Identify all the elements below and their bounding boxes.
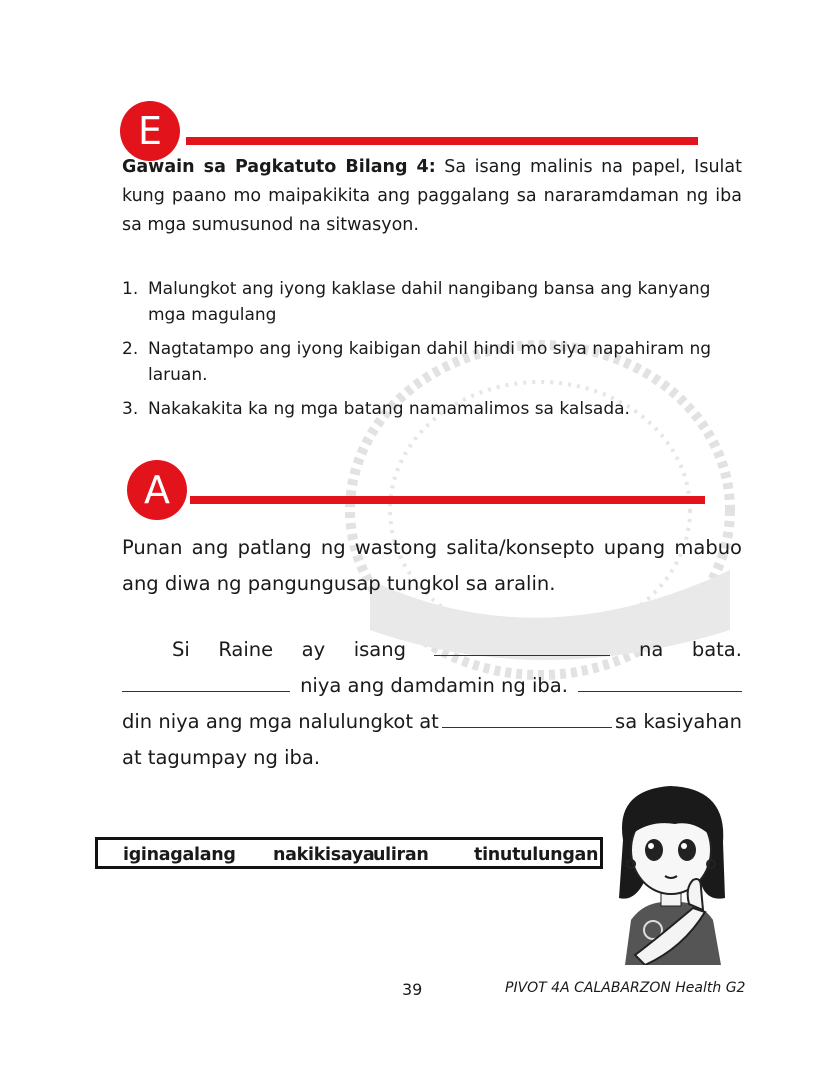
story-text: din niya ang mga nalulungkot at xyxy=(122,710,439,733)
story-word: ay xyxy=(301,638,326,661)
list-item-text: Nakakakita ka ng mga batang namamalimos sa kalsada. xyxy=(148,399,630,419)
footer-reference: PIVOT 4A CALABARZON Health G2 xyxy=(505,980,746,996)
list-item-number: 2. xyxy=(122,339,139,359)
story-text: niya ang damdamin ng iba. xyxy=(300,674,568,697)
word-bank-item: uliran xyxy=(373,845,429,865)
list-item xyxy=(122,276,744,328)
fill-in-instruction: Punan ang patlang ng wastong salita/konsepto upang mabuo ang diwa ng pangungusap tungkol sa aralin. xyxy=(122,536,742,595)
word-bank-item: iginagalang xyxy=(123,845,236,865)
story-word: isang xyxy=(353,638,406,661)
section-e-badge xyxy=(120,101,180,161)
fill-in-story xyxy=(122,632,742,776)
answer-blank-1[interactable] xyxy=(434,637,610,656)
list-item-text: Malungkot ang iyong kaklase dahil nangibang bansa ang kanyang mga magulang xyxy=(148,279,711,325)
task-instruction-text: Sa isang malinis na papel, Isulat kung paano mo maipakikita ang paggalang sa nararamdaman ng iba sa mga sumusunod na sitwasyon. xyxy=(122,157,742,235)
list-item-number: 1. xyxy=(122,279,139,299)
answer-blank-2[interactable] xyxy=(122,673,290,692)
list-item-text: Nagtatampo ang iyong kaibigan dahil hindi mo siya napahiram ng laruan. xyxy=(148,339,712,385)
list-item xyxy=(122,396,744,422)
story-text: sa kasiyahan xyxy=(615,710,742,733)
story-line-3 xyxy=(122,704,742,740)
list-item-number: 3. xyxy=(122,399,139,419)
task-instruction xyxy=(122,153,742,240)
answer-blank-3[interactable] xyxy=(578,673,742,692)
story-line-2 xyxy=(122,668,742,704)
page-number: 39 xyxy=(402,980,423,999)
story-line-1 xyxy=(122,632,742,668)
section-a-letter: A xyxy=(144,468,170,512)
situation-list xyxy=(122,276,744,430)
list-item xyxy=(122,336,744,388)
section-a-badge xyxy=(127,460,187,520)
story-word: bata. xyxy=(691,638,742,661)
word-bank-item: tinutulungan xyxy=(474,845,599,865)
story-line-4: at tagumpay ng iba. xyxy=(122,746,321,769)
section-e-bar xyxy=(186,137,698,145)
story-word: na xyxy=(638,638,664,661)
task-title: Gawain sa Pagkatuto Bilang 4: xyxy=(122,157,436,177)
girl-illustration xyxy=(605,780,740,965)
answer-blank-4[interactable] xyxy=(442,709,612,728)
section-e-letter: E xyxy=(137,109,162,153)
story-word: Raine xyxy=(218,638,274,661)
word-bank xyxy=(95,837,603,869)
word-bank-item: nakikisaya xyxy=(273,845,375,865)
section-a-bar xyxy=(190,496,705,504)
story-word: Si xyxy=(172,638,190,661)
